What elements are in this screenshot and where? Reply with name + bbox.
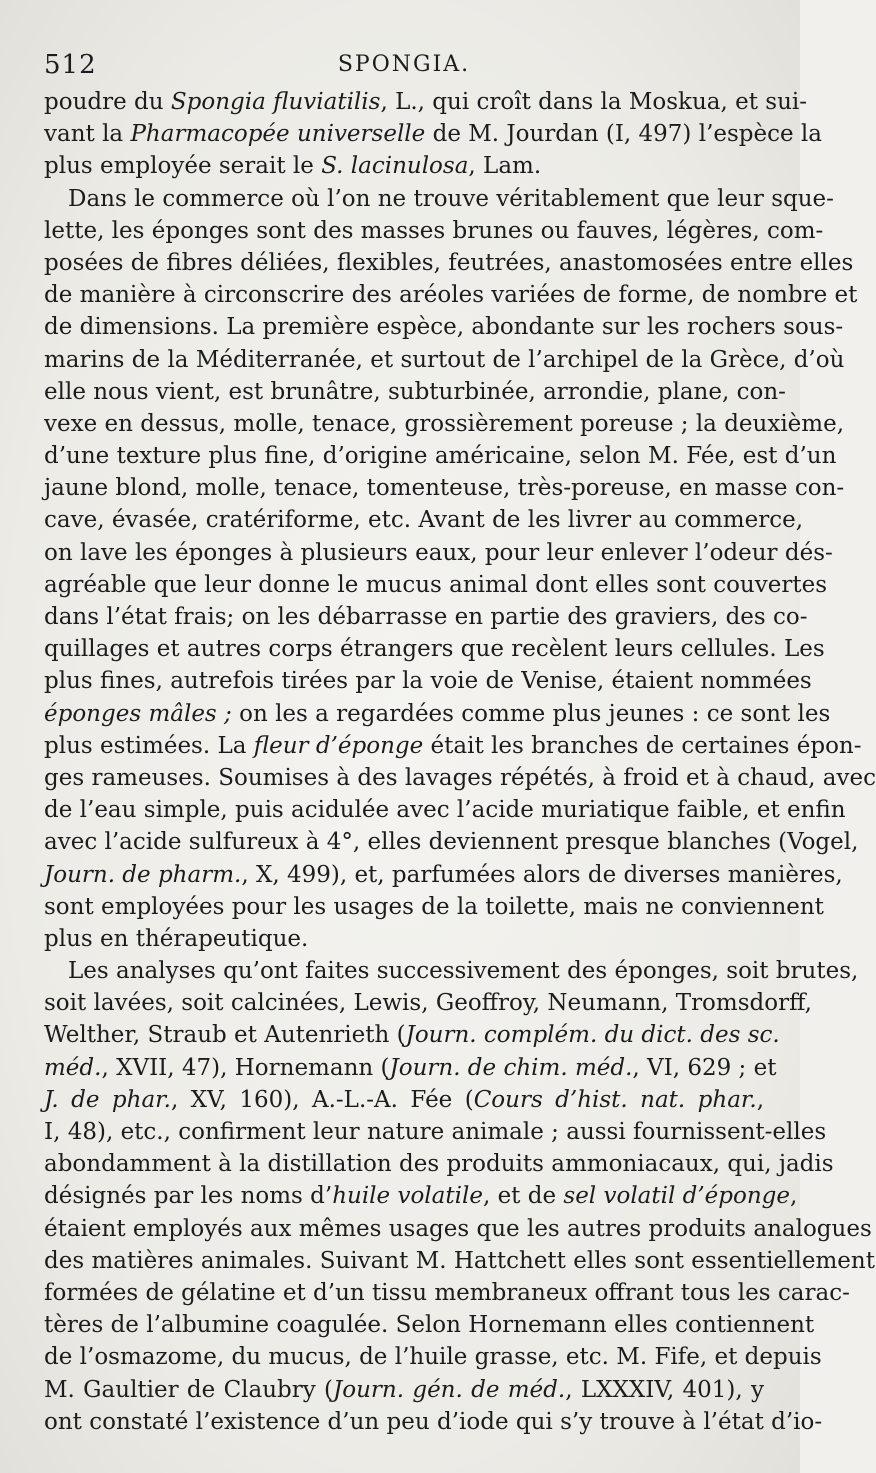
- text-span: de dimensions. La première espèce, abondante sur les rochers sous-: [44, 314, 844, 341]
- text-span: Dans le commerce où l’on ne trouve véritablement que leur sque-: [68, 185, 834, 212]
- text-span: tères de l’albumine coagulée. Selon Hornemann elles contiennent: [44, 1312, 815, 1339]
- text-line: [44, 1309, 815, 1341]
- text-line: [44, 955, 859, 987]
- text-line: [44, 1213, 872, 1245]
- text-span: était les branches de certaines épon-: [423, 732, 862, 759]
- italic-text: fleur d’éponge: [253, 732, 424, 759]
- text-span: lette, les éponges sont des masses brunes ou fauves, légères, com-: [44, 217, 824, 244]
- text-span: posées de fibres déliées, flexibles, feutrées, anastomosées entre elles: [44, 249, 854, 276]
- text-span: vant la: [44, 121, 131, 148]
- text-line: [44, 987, 812, 1019]
- italic-text: éponges mâles ;: [44, 700, 232, 727]
- text-span: Welther, Straub et Autenrieth (: [44, 1022, 406, 1049]
- text-line: [44, 891, 824, 923]
- text-line: [44, 794, 846, 826]
- text-span: plus estimées. La: [44, 732, 254, 759]
- italic-text: J. de phar.: [44, 1086, 171, 1113]
- text-span: dans l’état frais; on les débarrasse en partie des graviers, des co-: [44, 604, 808, 630]
- text-line: [44, 762, 876, 794]
- text-line: [44, 1374, 764, 1406]
- page-header: [44, 50, 764, 84]
- text-span: plus employée serait le: [44, 153, 322, 180]
- italic-text: Journ. complém. du dict. des sc.: [405, 1022, 780, 1049]
- italic-text: Journ. de pharm.: [44, 861, 242, 888]
- text-line: [44, 633, 825, 665]
- text-span: agréable que leur donne le mucus animal dont elles sont couvertes: [44, 571, 827, 598]
- text-span: ,: [756, 1086, 764, 1113]
- text-span: on lave les éponges à plusieurs eaux, pour leur enlever l’odeur dés-: [44, 539, 833, 566]
- text-span: de l’eau simple, puis acidulée avec l’acide muriatique faible, et enfin: [44, 797, 846, 824]
- text-line: [44, 279, 858, 311]
- text-span: formées de gélatine et d’un tissu membraneux offrant tous les carac-: [44, 1279, 850, 1306]
- text-line: [44, 440, 837, 472]
- text-line: [44, 344, 845, 376]
- italic-text: méd.: [44, 1054, 102, 1081]
- text-span: désignés par les noms d’: [44, 1183, 333, 1210]
- text-span: soit lavées, soit calcinées, Lewis, Geoffroy, Neumann, Tromsdorff,: [44, 990, 812, 1017]
- text-line: [44, 1245, 875, 1277]
- italic-text: Spongia fluviatilis: [170, 89, 381, 115]
- text-span: elle nous vient, est brunâtre, subturbinée, arrondie, plane, con-: [44, 378, 786, 405]
- text-span: avec l’acide sulfureux à 4°, elles deviennent presque blanches (Vogel,: [44, 829, 859, 856]
- text-span: d’une texture plus fine, d’origine américaine, selon M. Fée, est d’un: [44, 443, 837, 470]
- text-span: vexe en dessus, molle, tenace, grossièrement poreuse ; la deuxième,: [44, 410, 845, 437]
- text-line: [44, 1148, 834, 1180]
- text-span: poudre du: [44, 89, 171, 115]
- text-span: abondamment à la distillation des produits ammoniacaux, qui, jadis: [44, 1151, 834, 1178]
- text-span: marins de la Méditerranée, et surtout de l’archipel de la Grèce, d’où: [44, 346, 845, 373]
- text-line: [44, 826, 859, 858]
- text-line: [44, 1406, 823, 1438]
- text-line: [44, 247, 854, 279]
- text-line: [44, 215, 824, 247]
- text-span: quillages et autres corps étrangers que recèlent leurs cellules. Les: [44, 636, 825, 663]
- text-span: , VI, 629 ; et: [632, 1054, 777, 1081]
- text-line: [44, 376, 786, 408]
- text-span: , XVII, 47), Hornemann (: [101, 1054, 390, 1081]
- text-span: cave, évasée, cratériforme, etc. Avant de les livrer au commerce,: [44, 507, 804, 534]
- text-span: M. Gaultier de Claubry (: [44, 1376, 334, 1403]
- italic-text: Pharmacopée universelle: [130, 121, 426, 148]
- text-span: de M. Jourdan (I, 497) l’espèce la: [425, 121, 822, 148]
- text-line: [44, 1019, 780, 1051]
- body-text: [44, 86, 876, 1438]
- text-span: plus en thérapeutique.: [44, 925, 309, 952]
- text-line: [44, 1052, 777, 1084]
- text-span: , XV, 160), A.-L.-A. Fée (: [170, 1086, 474, 1113]
- text-line: [44, 859, 843, 891]
- text-line: [44, 118, 822, 150]
- text-line: [44, 311, 844, 343]
- text-span: de l’osmazome, du mucus, de l’huile grasse, etc. M. Fife, et depuis: [44, 1344, 822, 1371]
- text-line: [44, 504, 804, 536]
- text-span: ges rameuses. Soumises à des lavages répétés, à froid et à chaud, avec: [44, 764, 876, 791]
- italic-text: S. lacinulosa: [321, 153, 469, 180]
- page-number: 512: [44, 50, 97, 80]
- text-span: , Lam.: [468, 153, 542, 180]
- text-line: [44, 1116, 827, 1148]
- text-span: plus fines, autrefois tirées par la voie de Venise, étaient nommées: [44, 668, 812, 695]
- italic-text: Journ. gén. de méd.: [333, 1376, 566, 1403]
- text-line: [44, 1084, 764, 1116]
- text-line: [44, 408, 845, 440]
- text-span: ,: [790, 1183, 798, 1210]
- running-title: SPONGIA.: [337, 52, 471, 77]
- text-line: [44, 1180, 798, 1212]
- text-span: , X, 499), et, parfumées alors de diverses manières,: [241, 861, 843, 888]
- italic-text: Journ. de chim. méd.: [389, 1054, 633, 1081]
- text-span: jaune blond, molle, tenace, tomenteuse, très-poreuse, en masse con-: [44, 475, 845, 502]
- text-span: de manière à circonscrire des aréoles variées de forme, de nombre et: [44, 282, 858, 309]
- text-span: Les analyses qu’ont faites successivement des éponges, soit brutes,: [68, 958, 859, 985]
- text-line: [44, 1341, 822, 1373]
- text-line: [44, 665, 812, 697]
- italic-text: Cours d’hist. nat. phar.: [473, 1086, 757, 1113]
- text-span: , et de: [482, 1183, 564, 1210]
- italic-text: huile volatile: [332, 1183, 483, 1210]
- text-line: [44, 698, 831, 730]
- text-line: [44, 472, 845, 504]
- text-line: [44, 537, 833, 569]
- text-line: [44, 86, 808, 118]
- text-line: [44, 569, 827, 601]
- text-span: ont constaté l’existence d’un peu d’iode qui s’y trouve à l’état d’io-: [44, 1408, 823, 1435]
- text-line: [44, 183, 834, 215]
- text-span: on les a regardées comme plus jeunes : ce sont les: [231, 700, 831, 727]
- text-span: , LXXXIV, 401), y: [565, 1376, 764, 1403]
- text-line: [44, 150, 764, 182]
- text-span: , L., qui croît dans la Moskua, et sui-: [380, 89, 808, 115]
- text-line: [44, 1277, 850, 1309]
- text-span: des matières animales. Suivant M. Hattchett elles sont essentiellement: [44, 1247, 875, 1274]
- text-line: [44, 923, 764, 955]
- text-line: [44, 730, 862, 762]
- text-line: [44, 601, 808, 633]
- text-span: étaient employés aux mêmes usages que les autres produits analogues: [44, 1215, 872, 1242]
- italic-text: sel volatil d’éponge: [563, 1183, 791, 1210]
- text-span: I, 48), etc., confirment leur nature animale ; aussi fournissent-elles: [44, 1119, 827, 1145]
- text-span: sont employées pour les usages de la toilette, mais ne conviennent: [44, 893, 824, 920]
